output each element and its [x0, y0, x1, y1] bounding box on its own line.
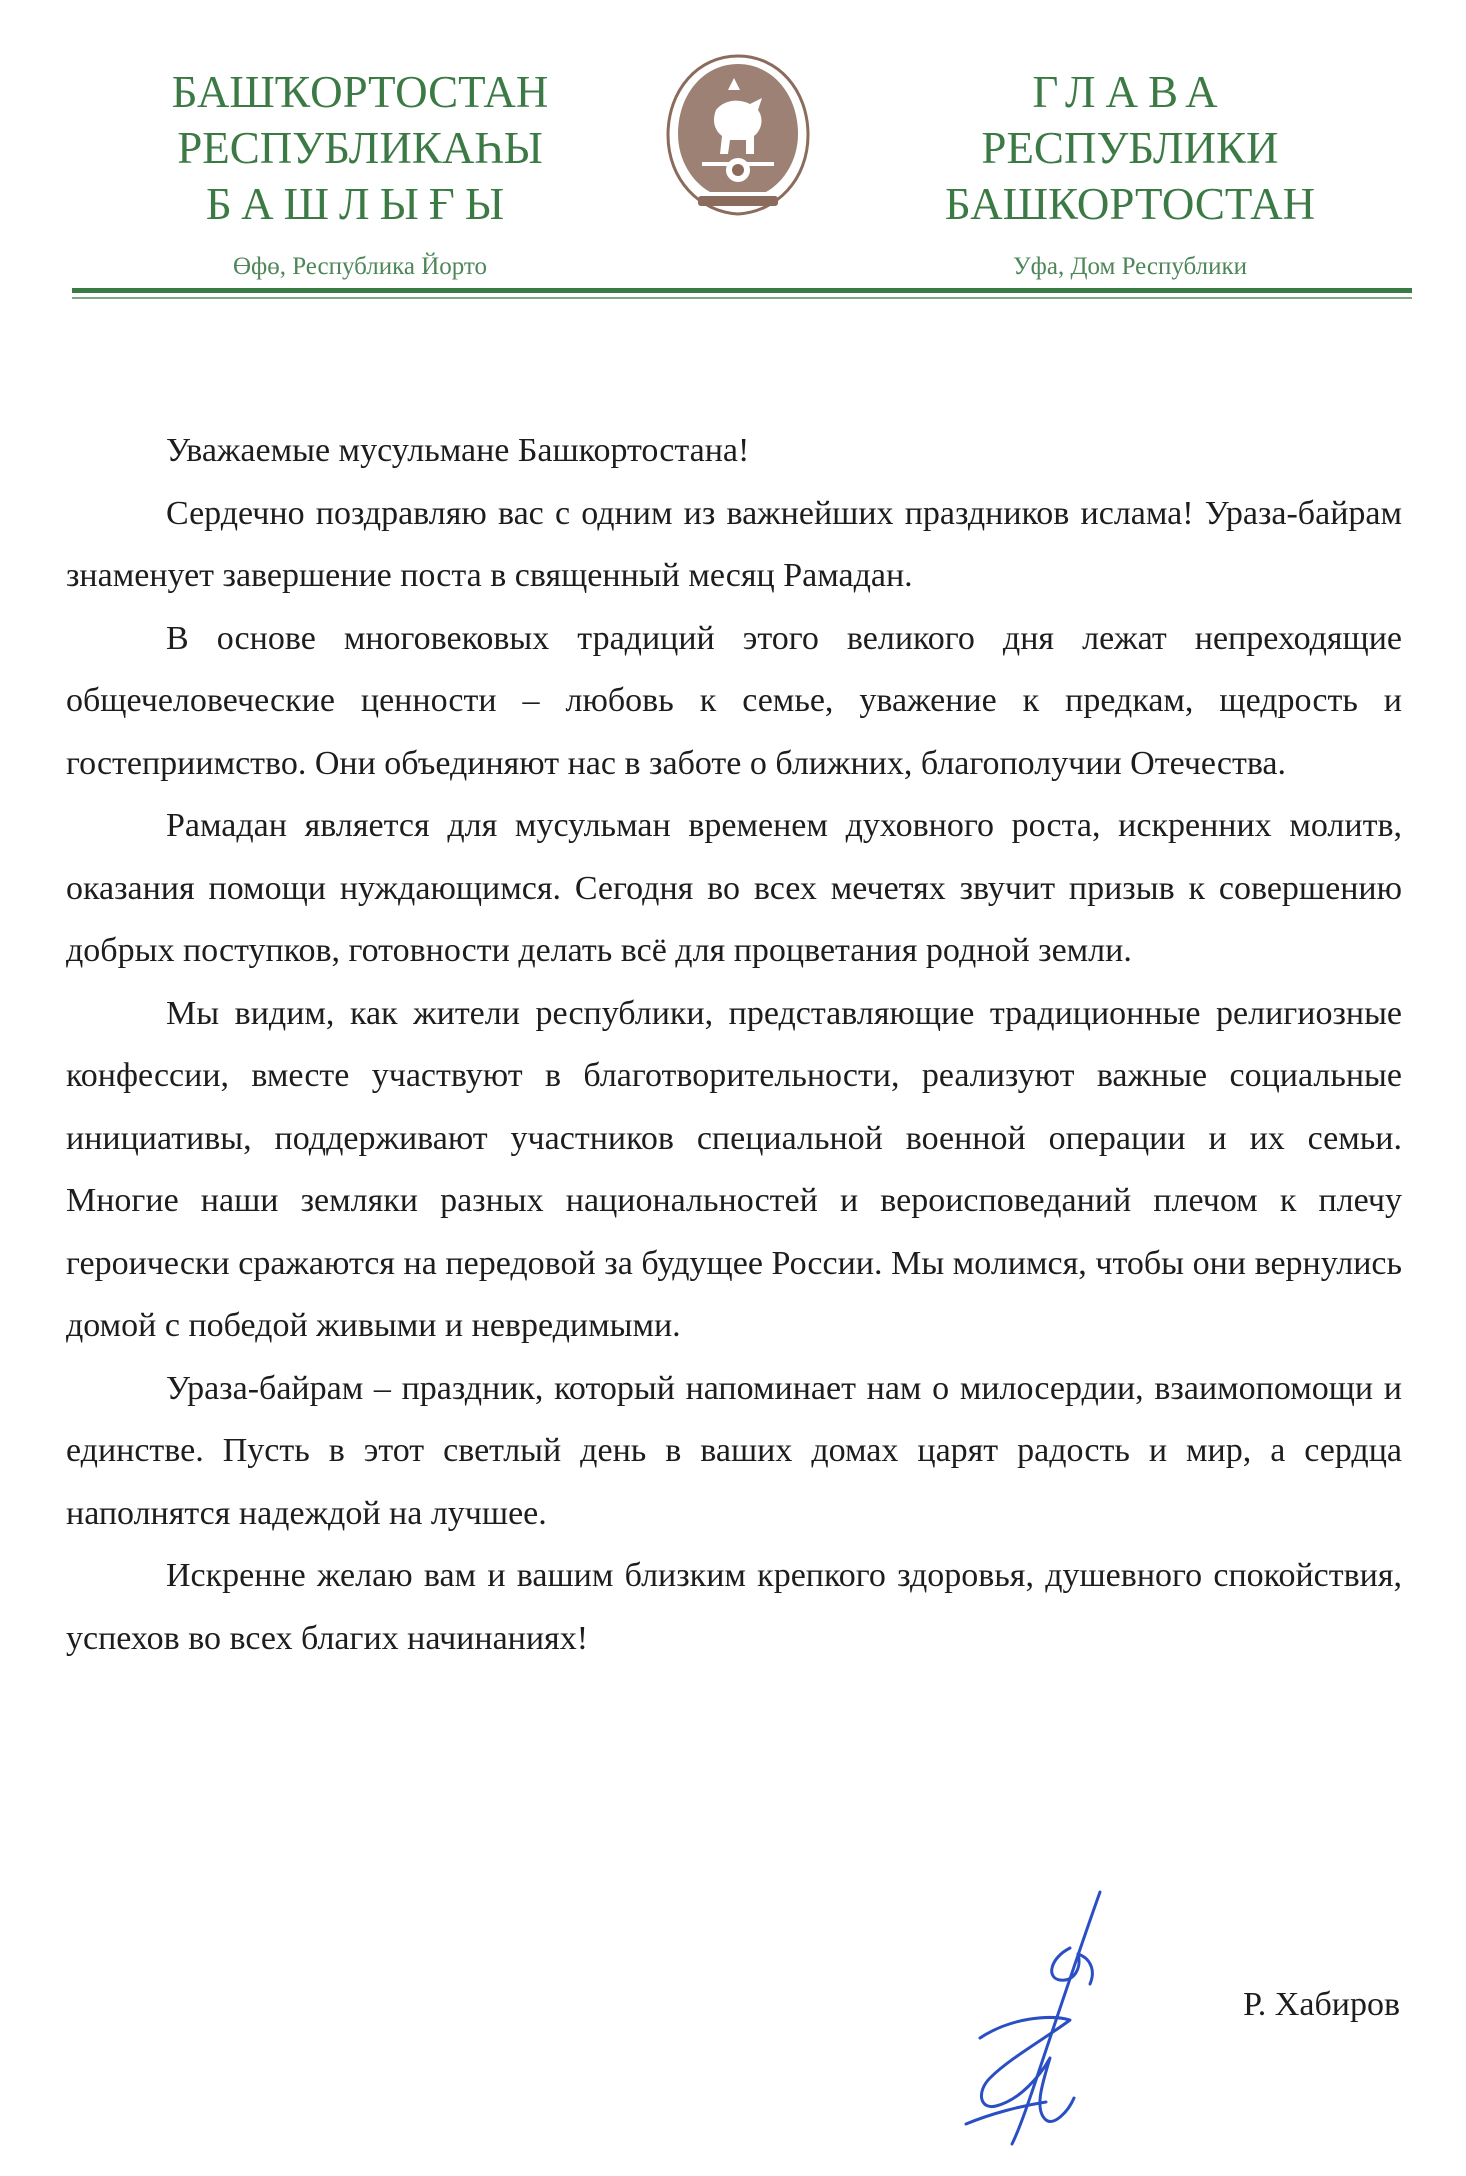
paragraph: Мы видим, как жители республики, представляющие традиционные религиозные конфессии, вместе участвуют в благотворительности, реализуют важные социальные инициативы, поддерживают участников специальной военной операции и их семьи. Многие наши земляки разных национальностей и вероисповеданий плечом к плечу героически сражаются на передовой за будущее России. Мы молимся, чтобы они вернулись домой с победой живыми и невредимыми.	[66, 994, 1402, 1344]
letterhead-russian-line1: ГЛАВА	[1032, 67, 1228, 117]
letterhead-bashkir-block	[110, 64, 610, 282]
letterhead-bashkir-place: Өфө, Республика Йорто	[232, 253, 488, 280]
letterhead-bashkir-line1: БАШҠОРТОСТАН	[171, 67, 549, 117]
letterhead-bashkir-line2: РЕСПУБЛИКАҺЫ	[177, 123, 543, 173]
signer-name: Р. Хабиров	[1243, 1986, 1400, 2023]
handwritten-signature-icon	[950, 1888, 1150, 2148]
letterhead-bashkir-line3: БАШЛЫҒЫ	[205, 179, 515, 229]
letterhead-divider-thin	[72, 297, 1412, 299]
paragraph: Сердечно поздравляю вас с одним из важнейших праздников ислама! Ураза-байрам знаменует завершение поста в священный месяц Рамадан.	[66, 494, 1402, 594]
paragraph: В основе многовековых традиций этого великого дня лежат непреходящие общечеловеческие ценности – любовь к семье, уважение к предкам, щедрость и гостеприимство. Они объединяют нас в заботе о ближних, благополучии Отечества.	[66, 619, 1402, 782]
paragraph: Искренне желаю вам и вашим близким крепкого здоровья, душевного спокойствия, успехов во всех благих начинаниях!	[66, 1557, 1402, 1657]
letterhead-divider	[72, 288, 1412, 293]
coat-of-arms-bashkortostan-icon	[658, 50, 818, 220]
letterhead	[0, 0, 1466, 310]
letter-body	[66, 420, 1402, 1670]
salutation: Уважаемые мусульмане Башкортостана!	[166, 432, 750, 469]
paragraph: Рамадан является для мусульман временем духовного роста, искренних молитв, оказания помощи нуждающимся. Сегодня во всех мечетях звучит призыв к совершению добрых поступков, готовности делать всё для процветания родной земли.	[66, 807, 1402, 969]
paragraph: Ураза-байрам – праздник, который напоминает нам о милосердии, взаимопомощи и единстве. Пусть в этот светлый день в ваших домах царят радость и мир, а сердца наполнятся надеждой на лучшее.	[66, 1369, 1402, 1532]
letterhead-russian-block	[880, 64, 1380, 282]
letterhead-russian-line3: БАШКОРТОСТАН	[944, 179, 1316, 229]
letterhead-russian-place: Уфа, Дом Республики	[1012, 253, 1248, 280]
letterhead-russian-line2: РЕСПУБЛИКИ	[981, 123, 1279, 173]
